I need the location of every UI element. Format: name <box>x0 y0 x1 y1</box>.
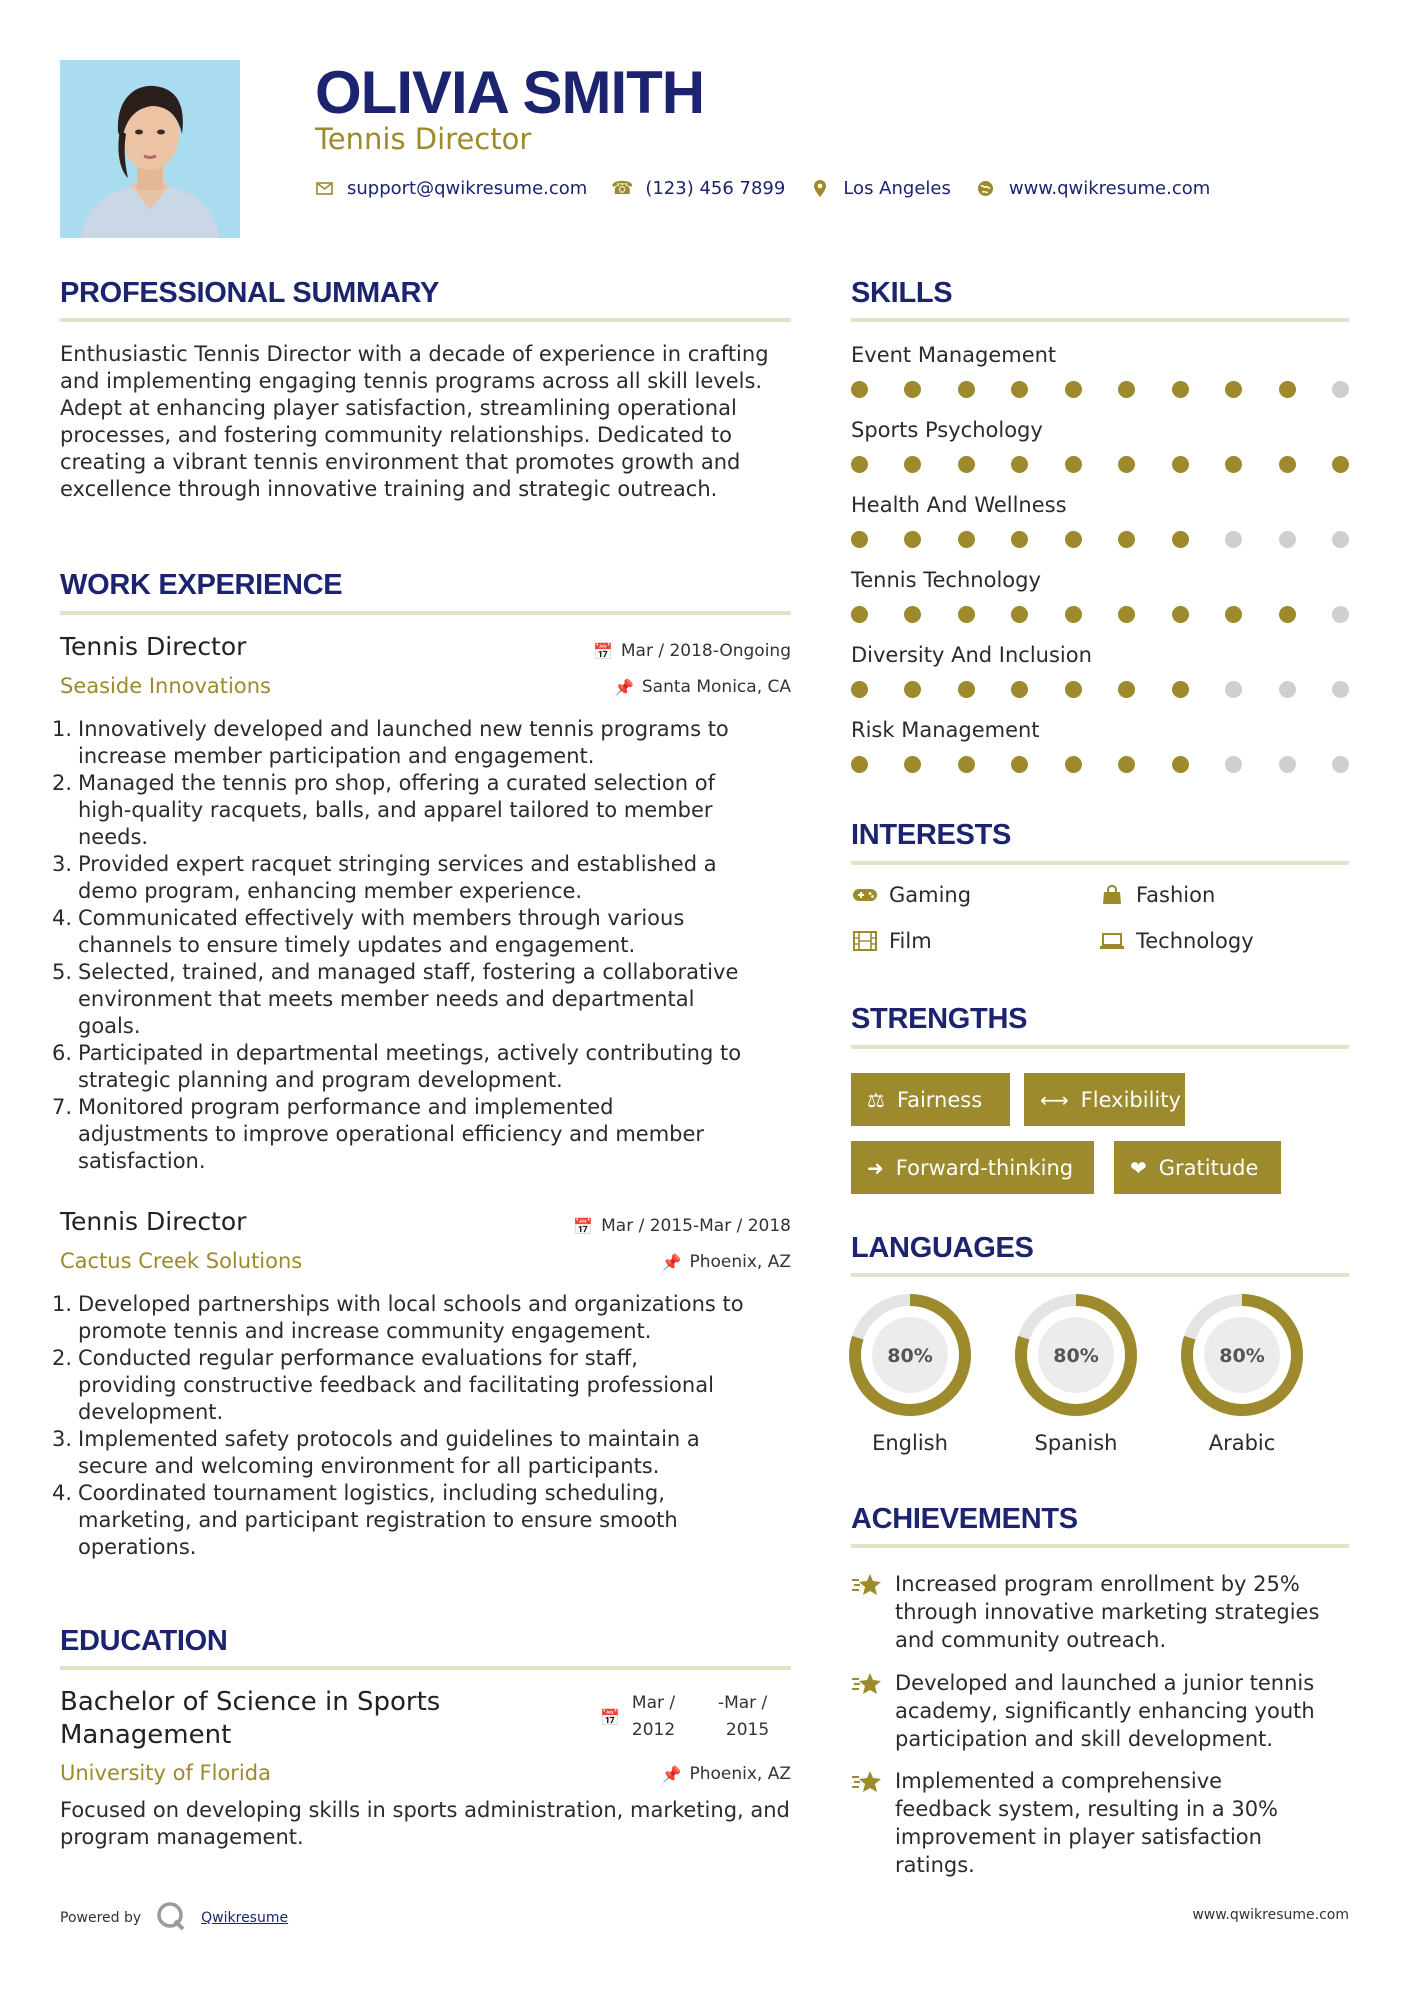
phone-icon: ☎ <box>611 178 634 199</box>
skill-dot-filled <box>1011 681 1028 698</box>
job-2-location-text: Phoenix, AZ <box>689 1252 791 1272</box>
skill-dot-filled <box>1279 381 1296 398</box>
skill-dot-filled <box>904 681 921 698</box>
heart-icon: ❤ <box>1130 1155 1147 1180</box>
achievement-text: Increased program enrollment by 25% through innovative marketing strategies and community outreach. <box>895 1572 1320 1652</box>
achievement-text: Developed and launched a junior tennis academy, significantly enhancing youth participation and skill development. <box>895 1671 1315 1751</box>
language-ring-spanish <box>1014 1293 1138 1417</box>
interest-label: Film <box>889 929 932 953</box>
summary-heading: PROFESSIONAL SUMMARY <box>60 277 440 309</box>
footer-powered-by <box>60 1900 288 1936</box>
language-percent: 80% <box>887 1345 933 1367</box>
arrow-right-icon: ➜ <box>867 1155 884 1180</box>
education-divider <box>60 1666 791 1670</box>
skill-dot-filled <box>851 456 868 473</box>
skill-dot-empty <box>1225 756 1242 773</box>
qwikresume-logo-icon <box>155 1900 187 1936</box>
skill-dot-filled <box>1065 681 1082 698</box>
skill-dot-filled <box>1011 381 1028 398</box>
skill-dot-filled <box>1225 606 1242 623</box>
skill-name: Risk Management <box>851 718 1040 742</box>
language-percent: 80% <box>1053 1345 1099 1367</box>
balance-scale-icon: ⚖ <box>867 1087 885 1112</box>
languages-heading: LANGUAGES <box>851 1232 1034 1264</box>
interests-divider <box>851 861 1349 865</box>
globe-icon <box>977 180 995 197</box>
job-1-location-text: Santa Monica, CA <box>641 677 791 697</box>
achievement-item <box>851 1669 1351 1753</box>
job-1-dates <box>593 641 791 661</box>
skill-dot-filled <box>1118 381 1135 398</box>
contact-phone[interactable] <box>613 178 785 199</box>
skill-dot-filled <box>958 456 975 473</box>
email-text: support@qwikresume.com <box>347 178 588 199</box>
education-start: Mar / 2012 <box>631 1693 676 1740</box>
skill-rating <box>851 531 1349 548</box>
education-description: Focused on developing skills in sports administration, marketing, and program management. <box>60 1798 790 1849</box>
list-item: 1. Developed partnerships with local schools and organizations to promote tennis and increase community engagement. <box>52 1292 744 1343</box>
skill-dot-empty <box>1225 681 1242 698</box>
skill-dot-filled <box>1172 756 1189 773</box>
shopping-bag-icon <box>1098 885 1126 905</box>
skill-dot-filled <box>904 456 921 473</box>
job-2-dates-text: Mar / 2015-Mar / 2018 <box>601 1216 791 1236</box>
list-item: 4. Communicated effectively with members through various channels to ensure timely updates and engagement. <box>52 906 685 957</box>
strengths-divider <box>851 1045 1349 1049</box>
skill-dot-filled <box>904 531 921 548</box>
skill-dot-empty <box>1279 531 1296 548</box>
skill-dot-filled <box>851 681 868 698</box>
strengths-heading: STRENGTHS <box>851 1003 1028 1035</box>
achievement-item <box>851 1570 1351 1654</box>
achievements-heading: ACHIEVEMENTS <box>851 1503 1078 1535</box>
work-divider <box>60 611 791 615</box>
skill-dot-filled <box>958 606 975 623</box>
education-dates <box>600 1690 804 1744</box>
skill-dot-filled <box>1172 606 1189 623</box>
pushpin-icon: 📌 <box>661 1764 682 1784</box>
skill-dot-filled <box>1172 531 1189 548</box>
list-item: 1. Innovatively developed and launched new tennis programs to increase member participation and engagement. <box>52 717 729 768</box>
skill-dot-filled <box>1172 456 1189 473</box>
skill-dot-filled <box>1011 531 1028 548</box>
skill-name: Diversity And Inclusion <box>851 643 1092 667</box>
powered-by-text: Powered by <box>60 1910 142 1926</box>
list-item: 7. Monitored program performance and implemented adjustments to improve operational efficiency and member satisfaction. <box>52 1095 705 1173</box>
skill-dot-filled <box>1279 456 1296 473</box>
laptop-icon <box>1098 932 1126 950</box>
film-icon <box>851 931 879 951</box>
star-badge-icon <box>851 1767 895 1879</box>
arrows-horizontal-icon: ⟷ <box>1040 1087 1069 1112</box>
pushpin-icon: 📌 <box>661 1252 682 1272</box>
calendar-icon: 📅 <box>592 641 613 661</box>
skill-dot-filled <box>1065 456 1082 473</box>
skill-name: Sports Psychology <box>851 418 1043 442</box>
map-pin-icon <box>811 180 829 197</box>
skill-rating <box>851 606 1349 623</box>
skill-name: Health And Wellness <box>851 493 1067 517</box>
skill-dot-filled <box>851 531 868 548</box>
job-1-company: Seaside Innovations <box>60 674 271 698</box>
job-1-title: Tennis Director <box>60 632 247 661</box>
skill-dot-filled <box>958 681 975 698</box>
calendar-icon: 📅 <box>600 1708 620 1727</box>
skill-name: Tennis Technology <box>851 568 1041 592</box>
language-name: Arabic <box>1208 1431 1276 1455</box>
strength-tag <box>851 1073 1010 1126</box>
language-ring-english <box>848 1293 972 1417</box>
star-badge-icon <box>851 1669 895 1753</box>
skill-dot-filled <box>1011 606 1028 623</box>
calendar-icon: 📅 <box>573 1216 594 1236</box>
strength-tag <box>1114 1141 1281 1194</box>
education-school: University of Florida <box>60 1761 271 1785</box>
profile-photo <box>60 60 240 238</box>
job-2-bullets <box>52 1291 797 1561</box>
skill-dot-filled <box>958 756 975 773</box>
interest-gaming <box>851 883 971 907</box>
list-item: 3. Implemented safety protocols and guidelines to maintain a secure and welcoming environment for all participants. <box>52 1427 700 1478</box>
qwikresume-link[interactable]: Qwikresume <box>201 1910 289 1926</box>
list-item: 4. Coordinated tournament logistics, including scheduling, marketing, and participant registration to ensure smooth operations. <box>52 1481 678 1559</box>
education-degree: Bachelor of Science in Sports Management <box>60 1687 441 1750</box>
skill-rating <box>851 381 1349 398</box>
education-heading: EDUCATION <box>60 1625 228 1657</box>
skill-rating <box>851 756 1349 773</box>
skill-dot-filled <box>1118 681 1135 698</box>
envelope-icon <box>315 182 333 195</box>
language-percent: 80% <box>1219 1345 1265 1367</box>
skill-dot-filled <box>1011 756 1028 773</box>
skill-dot-filled <box>1225 456 1242 473</box>
skill-dot-filled <box>1065 756 1082 773</box>
summary-divider <box>60 318 791 322</box>
interest-label: Technology <box>1136 929 1254 953</box>
strength-tag <box>1024 1073 1185 1126</box>
skills-divider <box>851 318 1349 322</box>
skill-dot-filled <box>904 606 921 623</box>
list-item: 5. Selected, trained, and managed staff, fostering a collaborative environment that meets member needs and departmental goals. <box>52 960 739 1038</box>
achievements-divider <box>851 1544 1349 1548</box>
skill-dot-filled <box>904 381 921 398</box>
skill-dot-empty <box>1332 381 1349 398</box>
interest-technology <box>1098 929 1254 953</box>
interest-label: Gaming <box>889 883 972 907</box>
skill-dot-empty <box>1332 681 1349 698</box>
list-item: 2. Conducted regular performance evaluations for staff, providing constructive feedback and facilitating professional development. <box>52 1346 714 1424</box>
skill-dot-empty <box>1279 681 1296 698</box>
job-1-bullets <box>52 716 797 1175</box>
skills-heading: SKILLS <box>851 277 953 309</box>
skill-dot-filled <box>1172 681 1189 698</box>
phone-text: (123) 456 7899 <box>645 178 786 199</box>
job-2-location <box>662 1252 791 1272</box>
job-2-title: Tennis Director <box>60 1207 247 1236</box>
interest-label: Fashion <box>1136 883 1216 907</box>
language-name: Spanish <box>1034 1431 1118 1455</box>
skill-dot-empty <box>1332 606 1349 623</box>
skill-dot-filled <box>1118 531 1135 548</box>
achievement-text: Implemented a comprehensive feedback system, resulting in a 30% improvement in player satisfaction ratings. <box>895 1769 1279 1877</box>
list-item: 6. Participated in departmental meetings, actively contributing to strategic planning and program development. <box>52 1041 742 1092</box>
contact-email[interactable] <box>315 178 587 199</box>
strength-label: Flexibility <box>1080 1087 1181 1112</box>
skill-dot-filled <box>851 606 868 623</box>
strength-tag <box>851 1141 1094 1194</box>
interest-fashion <box>1098 883 1215 907</box>
job-1-location <box>614 677 791 697</box>
work-heading: WORK EXPERIENCE <box>60 569 343 601</box>
skill-dot-empty <box>1332 756 1349 773</box>
skill-dot-filled <box>1225 381 1242 398</box>
skill-dot-filled <box>1065 606 1082 623</box>
skill-dot-filled <box>958 531 975 548</box>
skill-dot-empty <box>1225 531 1242 548</box>
skill-dot-filled <box>1118 756 1135 773</box>
location-text: Los Angeles <box>843 178 951 199</box>
skill-rating <box>851 681 1349 698</box>
skill-dot-empty <box>1279 756 1296 773</box>
contact-bar <box>315 178 1236 199</box>
skill-dot-filled <box>1065 531 1082 548</box>
skill-dot-filled <box>851 381 868 398</box>
website-text: www.qwikresume.com <box>1008 178 1211 199</box>
job-2-dates <box>573 1216 791 1236</box>
footer-website[interactable]: www.qwikresume.com <box>1192 1907 1349 1923</box>
skill-dot-filled <box>1118 456 1135 473</box>
gamepad-icon <box>851 887 879 903</box>
education-end: -Mar / 2015 <box>717 1693 770 1740</box>
skill-dot-filled <box>1279 606 1296 623</box>
skill-name: Event Management <box>851 343 1057 367</box>
education-location-text: Phoenix, AZ <box>689 1764 791 1784</box>
education-location <box>662 1764 791 1784</box>
language-name: English <box>872 1431 948 1455</box>
candidate-name: OLIVIA SMITH <box>315 59 705 126</box>
achievement-item <box>851 1767 1351 1879</box>
star-badge-icon <box>851 1570 895 1654</box>
skill-dot-empty <box>1332 531 1349 548</box>
languages-divider <box>851 1273 1349 1277</box>
skill-dot-filled <box>1172 381 1189 398</box>
skill-dot-filled <box>1118 606 1135 623</box>
job-1-dates-text: Mar / 2018-Ongoing <box>620 641 791 661</box>
list-item: 3. Provided expert racquet stringing services and established a demo program, enhancing member experience. <box>52 852 717 903</box>
interests-heading: INTERESTS <box>851 819 1012 851</box>
contact-location <box>811 178 951 199</box>
contact-website[interactable] <box>977 178 1210 199</box>
list-item: 2. Managed the tennis pro shop, offering a curated selection of high-quality racquets, balls, and apparel tailored to member needs. <box>52 771 715 849</box>
skill-dot-filled <box>958 381 975 398</box>
pushpin-icon: 📌 <box>613 677 634 697</box>
skill-rating <box>851 456 1349 473</box>
skill-dot-filled <box>851 756 868 773</box>
skill-dot-filled <box>1332 456 1349 473</box>
skill-dot-filled <box>1011 456 1028 473</box>
interest-film <box>851 929 932 953</box>
skill-dot-filled <box>1065 381 1082 398</box>
language-ring-arabic <box>1180 1293 1304 1417</box>
candidate-role: Tennis Director <box>315 122 532 156</box>
summary-text: Enthusiastic Tennis Director with a decade of experience in crafting and implementing engaging tennis programs across all skill levels. Adept at enhancing player satisfaction, streamlining operational processes, and fostering community relationships. Dedicated to creating a vibrant tennis environment that promotes growth and excellence through innovative training and strategic outreach. <box>60 342 769 501</box>
strength-label: Fairness <box>896 1087 983 1112</box>
strength-label: Forward-thinking <box>895 1155 1074 1180</box>
strength-label: Gratitude <box>1158 1155 1259 1180</box>
skill-dot-filled <box>904 756 921 773</box>
job-2-company: Cactus Creek Solutions <box>60 1249 303 1273</box>
